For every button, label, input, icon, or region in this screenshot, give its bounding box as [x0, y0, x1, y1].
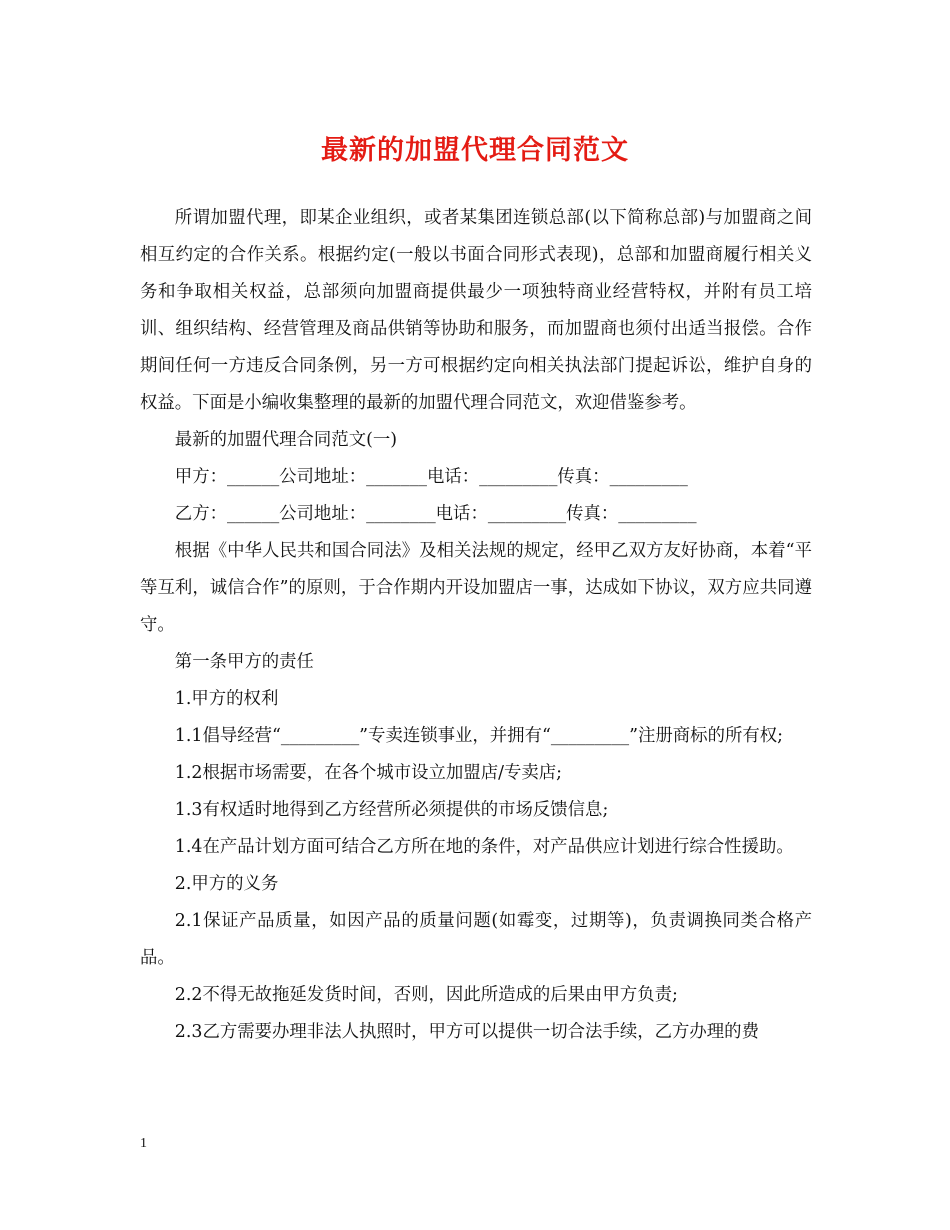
paragraph-clause-1-2: 1.2根据市场需要，在各个城市设立加盟店/专卖店;	[174, 763, 562, 783]
paragraph-subtitle: 最新的加盟代理合同范文(一)	[174, 430, 398, 450]
paragraph-preamble: 根据《中华人民共和国合同法》及相关法规的规定，经甲乙双方友好协商，本着“平等互利，诚信合作”的原则，于合作期内开设加盟店一事，达成如下协议，双方应共同遵守。	[140, 541, 812, 635]
paragraph-clause-2-3: 2.3乙方需要办理非法人执照时，甲方可以提供一切合法手续，乙方办理的费	[174, 1022, 759, 1042]
paragraph-party-b: 乙方：______公司地址：________电话：_________传真：_________	[174, 504, 697, 524]
document-body	[140, 200, 812, 1051]
paragraph-section-1: 1.甲方的权利	[174, 689, 279, 709]
paragraph-party-a: 甲方：______公司地址：_______电话：_________传真：_________	[174, 467, 688, 487]
page-number: 1	[140, 1136, 147, 1151]
paragraph-article-1: 第一条甲方的责任	[174, 652, 314, 672]
paragraph-clause-2-2: 2.2不得无故拖延发货时间，否则，因此所造成的后果由甲方负责;	[174, 985, 678, 1005]
document-title: 最新的加盟代理合同范文	[321, 135, 629, 166]
paragraph-section-2: 2.甲方的义务	[174, 874, 279, 894]
paragraph-clause-1-1: 1.1倡导经营“_________”专卖连锁事业，并拥有“_________”注册商标的所有权;	[174, 726, 783, 746]
paragraph-clause-1-3: 1.3有权适时地得到乙方经营所必须提供的市场反馈信息;	[174, 800, 609, 820]
paragraph-intro: 所谓加盟代理，即某企业组织，或者某集团连锁总部(以下简称总部)与加盟商之间相互约定的合作关系。根据约定(一般以书面合同形式表现)，总部和加盟商履行相关义务和争取相关权益，总部须向加盟商提供最少一项独特商业经营特权，并附有员工培训、组织结构、经营管理及商品供销等协助和服务，而加盟商也须付出适当报偿。合作期间任何一方违反合同条例，另一方可根据约定向相关执法部门提起诉讼，维护自身的权益。下面是小编收集整理的最新的加盟代理合同范文，欢迎借鉴参考。	[140, 208, 812, 413]
paragraph-clause-1-4: 1.4在产品计划方面可结合乙方所在地的条件，对产品供应计划进行综合性援助。	[174, 837, 794, 857]
paragraph-clause-2-1: 2.1保证产品质量，如因产品的质量问题(如霉变，过期等)，负责调换同类合格产品。	[140, 911, 812, 968]
